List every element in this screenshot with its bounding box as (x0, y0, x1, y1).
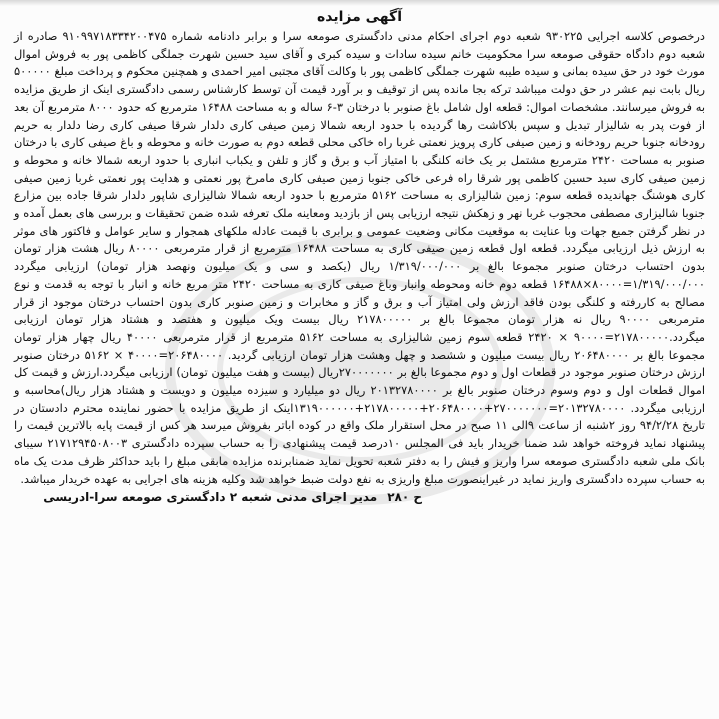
notice-signature: مدیر اجرای مدنی شعبه ۲ دادگستری صومعه سرا-ادریسی (43, 490, 378, 505)
notice-body: درخصوص کلاسه اجرایی ۹۳۰۲۲۵ شعبه دوم اجرای احکام مدنی دادگستری صومعه سرا و برابر دادنامه شماره ۹۱۰۹۹۷۱۸۳۳۴۲۰۰۴۷۵ صادره از شعبه دوم دادگاه حقوقی صومعه سرا محکومیت خانم سیده سادات و سیده کبری و آقای سید حسین شهرت جملگی کاظمی پور به فروش اموال مورث خود در حق سیده بمانی و سیده طیبه شهرت جملگی کاظمی پور با وکالت آقای مجتبی امیر احمدی و همچنین محکوم و پرداخت مبلغ ۵۰۰۰۰۰ ریال بابت نیم عشر در حق دولت میباشد ترکه بجا مانده پس از توقیف و بر آورد قیمت آن توسط کارشناس رسمی دادگستری اینک از طریق مزایده به فروش میرسانند. مشخصات اموال: قطعه اول شامل باغ صنوبر با درختان ۳-۶ ساله و به مساحت ۱۶۴۸۸ مترمربع که حدود ۸۰۰۰ مترمربع آن بعد از فوت پدر به شالیزار تبدیل و سپس بلاکاشت رها گردیده با حدود اربعه شمالا زمین صیفی کاری دلدار شرقا صیفی کاری رضا دلدار به حریم رودخانه جنوبا حریم رودخانه و زمین صیفی کاری پرویز نعمتی غربا راه خاکی محلی قطعه دوم به صورت خانه و محوطه و باغ صیفی کاری با درختان صنوبر به مساحت ۲۴۲۰ مترمربع مشتمل بر یک خانه کلنگی با امتیاز آب و برق و گاز و تلفن و یکباب انباری با حدود اربعه شمالا خانه و محوطه و زمین صیفی کاری سید حسین کاظمی پور شرقا راه فرعی خاکی جنوبا زمین صیفی کاری مامرخ پور نعمتی و هدایت پور نعمتی غربا زمین صیفی کاری هوشنگ جهاندیده قطعه سوم: زمین شالیزاری به مساحت ۵۱۶۲ مترمربع با حدود اربعه شمالا شالیزاری شاپور دلدار شرقا جاده بین مزارع جنوبا شالیزاری مصطفی محجوب غربا نهر و زهکش نتیجه ارزیابی پس از بازدید ومعاینه ملک تعرفه شده ضمن تحقیقات و بررسی های بعمل آمده و در نظر گرفتن جمیع جهات وبا عنایت به موقعیت مکانی وضعیت عمومی و برابری با قیمت عادله ملکهای همجوار و سایر عوامل و فاکتور های موثر به ارزش ذیل ارزیابی میگردد. قطعه اول قطعه زمین صیفی کاری به مساحت ۱۶۴۸۸ مترمربع از قرار مترمربعی ۸۰۰۰۰ ریال هشت هزار تومان بدون احتساب درختان صنوبر مجموعا بالغ بر ۱/۳۱۹/۰۰۰/۰۰۰ ریال (یکصد و سی و یک میلیون ونهصد هزار تومان) ارزیابی میگردد ۱/۳۱۹/۰۰۰/۰۰۰=۸۰۰۰۰×۱۶۴۸۸ قطعه دوم خانه ومحوطه وانبار وباغ صیفی کاری به مساحت ۲۴۲۰ متر مربع خانه و انبار با توجه به قدمت و نوع مصالح به کاررفته و کلنگی بودن فاقد ارزش ولی امتیاز آب و برق و گاز و مخابرات و زمین صنوبر کاری بدون احتساب درختان موجود از قرار مترمربعی ۹۰۰۰۰ ریال نه هزار تومان مجموعا بالغ بر ۲۱۷۸۰۰۰۰۰ ریال بیست ویک میلیون و هفتصد و هشتاد هزار تومان ارزیابی میگردد.۲۱۷۸۰۰۰۰۰=۹۰۰۰۰ × ۲۴۲۰ قطعه سوم زمین شالیزاری به مساحت ۵۱۶۲ مترمربع از قرار مترمربعی ۴۰۰۰۰ ریال چهار هزار تومان مجموعا بالغ بر ۲۰۶۴۸۰۰۰۰ ریال بیست میلیون و ششصد و چهل وهشت هزار تومان ارزیابی گردید. ۲۰۶۴۸۰۰۰۰=۴۰۰۰۰ × ۵۱۶۲ درختان صنوبر ارزش درختان صنوبر موجود در قطعات اول و دوم مجموعا بالغ بر ۲۷۰۰۰۰۰۰۰ریال (بیست و هفت میلیون تومان) ارزیابی میگردد.ارزش و قیمت کل اموال قطعات اول و دوم وسوم درختان صنوبر بالغ بر ۲۰۱۳۲۷۸۰۰۰۰ ریال دو میلیارد و سیزده میلیون و دویست و هشتاد هزار ریال)محاسبه و ارزیابی میگردد. ۲۰۱۳۲۷۸۰۰۰۰=۲۷۰۰۰۰۰۰۰+۲۰۶۴۸۰۰۰۰+۲۱۷۸۰۰۰۰۰+۱۳۱۹۰۰۰۰۰۰اینک از طریق مزایده با حضور نماینده محترم دادستان در تاریخ ۹۴/۲/۲۸ روز ۲شنبه از ساعت ۹الی ۱۱ صبح در محل استقرار ملک واقع در کوده اباتر بفروش میرسد هر کس از قیمت پایه بالاترین قیمت را پیشنهاد نماید فروخته خواهد شد ضمنا خریدار باید فی المجلس ۱۰درصد قیمت پیشنهادی را به حساب سپرده دادگستری ۲۱۷۱۲۹۴۵۰۸۰۰۳ سیبای بانک ملی شعبه دادگستری صومعه سرا واریز و فیش را به دفتر شعبه تحویل نماید ضمنابرنده مزایده مابقی مبلغ را باید حداکثر ظرف مدت یک ماه به حساب سپرده دادگستری واریز نماید در غیراینصورت مبلغ واریزی به نفع دولت ضبط خواهد شد وکلیه هزینه های اجرایی به عهده خریدار میباشد. (14, 29, 706, 486)
clipping-top-edge (0, 0, 719, 6)
notice-code: ح ۲۸۰ (387, 490, 422, 505)
notice-footer (12, 488, 707, 506)
notice-title: آگهی مزایده (316, 9, 402, 25)
